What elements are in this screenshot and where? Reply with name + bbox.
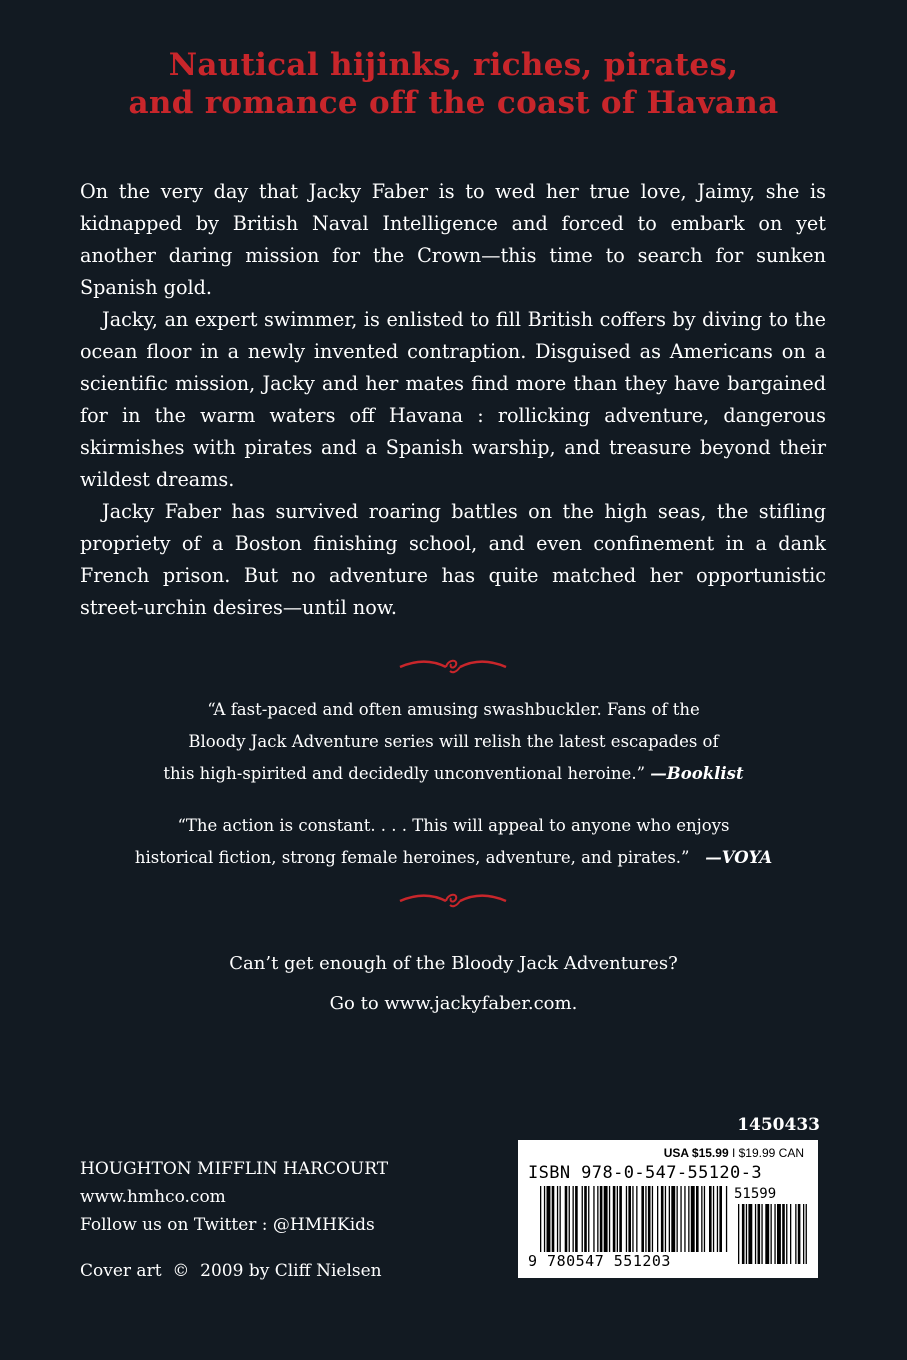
quote-attribution: —VOYA bbox=[705, 848, 773, 867]
quote-line: historical fiction, strong female heroines, adventure, and pirates.” —VOYA bbox=[134, 848, 773, 867]
quote-line: this high-spirited and decidedly unconventional heroine.” —Booklist bbox=[163, 764, 744, 783]
headline bbox=[0, 46, 907, 122]
headline-line-1: Nautical hijinks, riches, pirates, bbox=[168, 47, 739, 83]
quote-line: “The action is constant. . . . This will appeal to anyone who enjoys bbox=[177, 816, 730, 835]
headline-line-2: and romance off the coast of Havana bbox=[128, 85, 779, 121]
blurb-paragraph-2: Jacky, an expert swimmer, is enlisted to fill British coffers by diving to the ocean floor in a newly invented contraption. Disguised as Americans on a scientific mission, Jacky and her mates find more than they have bargained for in the warm waters off Havana : rollicking adventure, dangerous skirmishes with pirates and a Spanish warship, and treasure beyond their wildest dreams. bbox=[80, 308, 826, 491]
blurb-paragraph-1: On the very day that Jacky Faber is to wed her true love, Jaimy, she is kidnapped by British Naval Intelligence and forced to embark on yet another daring mission for the Crown—this time to search for sunken Spanish gold. bbox=[80, 180, 826, 299]
blurb-paragraph-3: Jacky Faber has survived roaring battles on the high seas, the stifling propriety of a Boston finishing school, and even confinement in a dank French prison. But no adventure has quite matched her opportunistic street-urchin desires—until now. bbox=[80, 500, 826, 619]
promo-line-2: Go to www.jackyfaber.com. bbox=[329, 993, 578, 1014]
publisher-info bbox=[80, 1155, 388, 1239]
publisher-url: www.hmhco.com bbox=[80, 1187, 226, 1207]
review-quote-booklist bbox=[90, 694, 817, 790]
price-label: USA $15.99 I $19.99 CAN bbox=[663, 1146, 804, 1160]
publisher-twitter: Follow us on Twitter : @HMHKids bbox=[80, 1215, 375, 1235]
promo-line-1: Can’t get enough of the Bloody Jack Adventures? bbox=[229, 953, 678, 974]
cover-art-credit: Cover art © 2009 by Cliff Nielsen bbox=[80, 1261, 382, 1281]
price-addon-number: 51599 bbox=[734, 1186, 777, 1202]
quote-line: Bloody Jack Adventure series will relish the latest escapades of bbox=[188, 732, 719, 751]
quote-line: “A fast-paced and often amusing swashbuckler. Fans of the bbox=[207, 700, 700, 719]
flourish-ornament-icon bbox=[398, 890, 508, 908]
product-code: 1450433 bbox=[737, 1115, 820, 1135]
quote-attribution: —Booklist bbox=[650, 764, 744, 783]
barcode-label bbox=[518, 1140, 818, 1278]
review-quote-voya bbox=[90, 810, 817, 874]
flourish-ornament-icon bbox=[398, 656, 508, 674]
publisher-name: HOUGHTON MIFFLIN HARCOURT bbox=[80, 1159, 389, 1179]
ean-number: 9 780547 551203 bbox=[528, 1252, 671, 1270]
isbn-number: ISBN 978-0-547-55120-3 bbox=[528, 1163, 762, 1183]
blurb bbox=[80, 176, 826, 624]
website-promo bbox=[0, 944, 907, 1024]
